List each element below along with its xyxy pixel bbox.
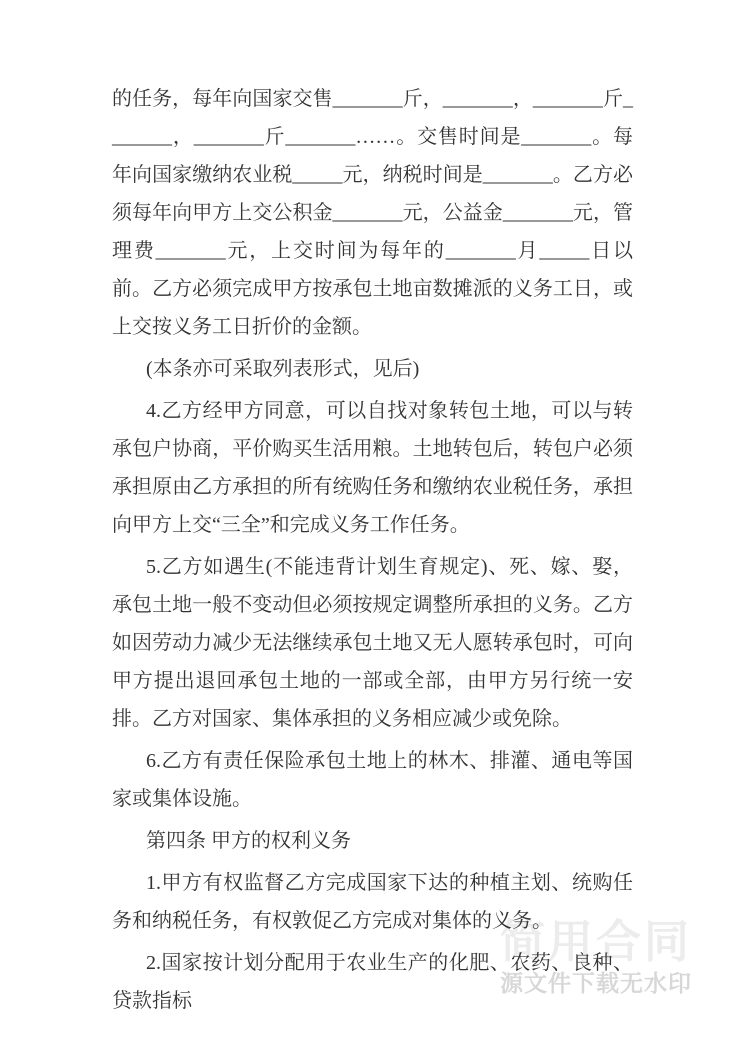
watermark-brand-text: 简用合同 <box>499 916 692 967</box>
clause-3-4: 4.乙方经甲方同意，可以自找对象转包土地，可以与转承包户协商，平价购买生活用粮。土地转包后，转包户必须承担原由乙方承担的所有统购任务和缴纳农业税任务，承担向甲方上交“三全”和完成义务工作任务。 <box>112 400 633 536</box>
clause-4-2: 2.国家按计划分配用于农业生产的化肥、农药、良种、贷款指标 <box>112 952 633 1012</box>
clause-3-5: 5.乙方如遇生(不能违背计划生育规定)、死、嫁、娶，承包土地一般不变动但必须按规定调整所承担的义务。乙方如因劳动力减少无法继续承包土地又无人愿转承包时，可向甲方提出退回承包土地的一部或全部，由甲方另行统一安排。乙方对国家、集体承担的义务相应减少或免除。 <box>112 556 633 730</box>
watermark-tagline-text: 源文件下载无水印 <box>499 970 692 997</box>
clause-4-1: 1.甲方有权监督乙方完成国家下达的种植主划、统购任务和纳税任务，有权敦促乙方完成对集体的义务。 <box>112 872 633 932</box>
article-4-heading: 第四条 甲方的权利义务 <box>146 830 351 852</box>
contract-body <box>112 80 633 1024</box>
note-list-form: (本条亦可采取列表形式，见后) <box>146 358 420 380</box>
clause-3-continuation: 的任务，每年向国家交售_______斤，_______，_______斤_______，_______斤_______……。交售时间是_______。每年向国家缴纳农业税_____元，纳税时间是_______。乙方必须每年向甲方上交公积金_______元，公益金_______元，管理费_______元，上交时间为每年的_______月_____日以前。乙方必须完成甲方按承包土地亩数摊派的义务工日，或上交按义务工日折价的金额。 <box>112 88 633 338</box>
clause-3-6: 6.乙方有责任保险承包土地上的林木、排灌、通电等国家或集体设施。 <box>112 750 633 810</box>
